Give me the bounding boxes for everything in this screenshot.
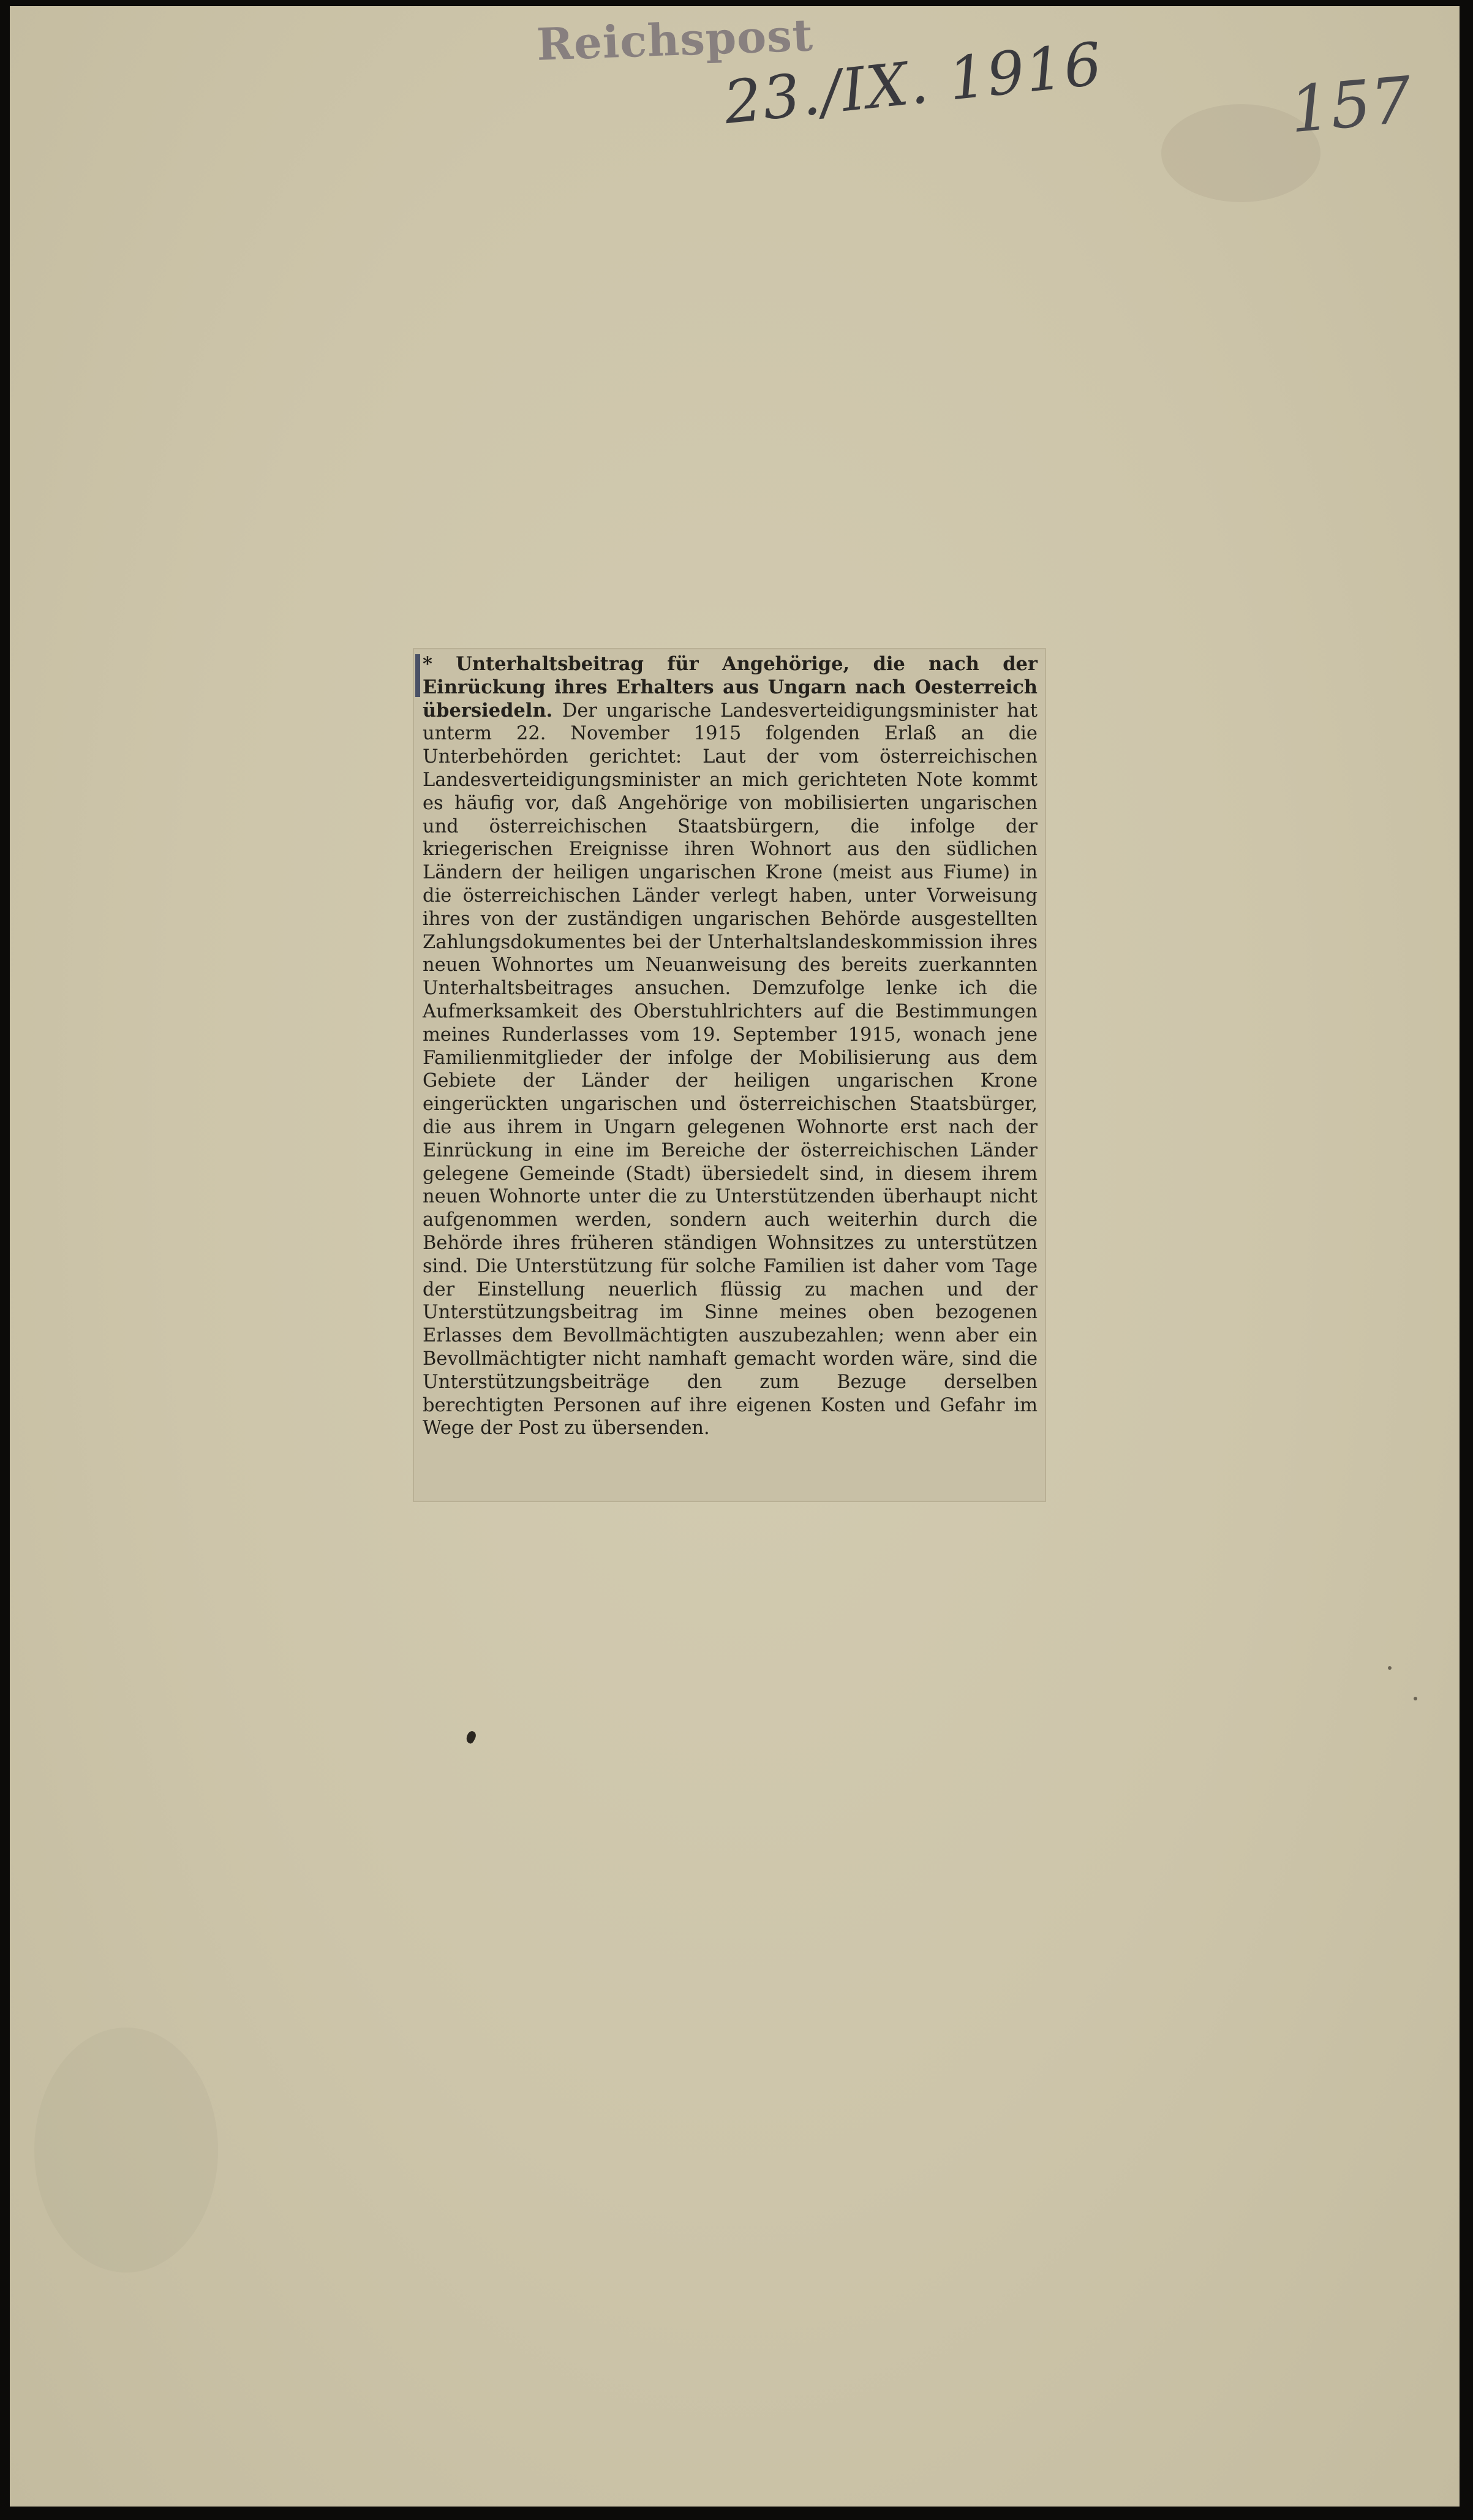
- clipping-body: Der ungarische Landesverteidigungsminister hat unterm 22. November 1915 folgenden Erlaß an die Unterbehörden gerichtet: Laut der vom österreichischen Landesverteidigungsminister an mich gerichteten Note kommt es häufig vor, daß Angehörige von mobilisierten ungarischen und österreichischen Staatsbürgern, die infolge der kriegerischen Ereignisse ihren Wohnort aus den südlichen Ländern der heiligen ungarischen Krone (meist aus Fiume) in die österreichischen Länder verlegt haben, unter Vorweisung ihres von der zuständigen ungarischen Behörde ausgestellten Zahlungsdokumentes bei der Unterhaltslandeskommission ihres neuen Wohnortes um Neuanweisung des bereits zuerkannten Unterhaltsbeitrages ansuchen. Demzufolge lenke ich die Aufmerksamkeit des Oberstuhlrichters auf die Bestimmungen meines Runderlasses vom 19. September 1915, wonach jene Familienmitglieder der infolge der Mobilisierung aus dem Gebiete der Länder der heiligen ungarischen Krone eingerückten ungarischen und österreichischen Staatsbürger, die aus ihrem in Ungarn gelegenen Wohnorte erst nach der Einrückung in eine im Bereiche der österreichischen Länder gelegene Gemeinde (Stadt) übersiedelt sind, in diesem ihrem neuen Wohnorte unter die zu Unterstützenden überhaupt nicht aufgenommen werden, sondern auch weiterhin durch die Behörde ihres früheren ständigen Wohnsitzes zu unterstützen sind. Die Unterstützung für solche Familien ist daher vom Tage der Einstellung neuerlich flüssig zu machen und der Unterstützungsbeitrag im Sinne meines oben bezogenen Erlasses dem Bevollmächtigten auszubezahlen; wenn aber ein Bevollmächtigter nicht namhaft gemacht worden wäre, sind die Unterstützungsbeiträge den zum Bezuge derselben berechtigten Personen auf ihre eigenen Kosten und Gefahr im Wege der Post zu übersenden.: [423, 700, 1038, 1439]
- paper-stain: [34, 2028, 218, 2273]
- ink-smudge: [464, 1730, 478, 1745]
- clipping-edge-mark: [415, 654, 420, 697]
- clipping-text: [423, 653, 1038, 1440]
- folio-number: 157: [1287, 62, 1415, 148]
- clipping-headline: * Unterhaltsbeitrag für Angehörige, die nach der Einrückung ihres Erhalters aus Ungarn nach Oesterreich übersiedeln.: [423, 653, 1038, 722]
- handwritten-date: 23./IX. 1916: [720, 29, 1106, 138]
- newspaper-clipping: [414, 649, 1045, 1501]
- archive-sheet: [10, 6, 1460, 2507]
- edge-mark: [1414, 1697, 1417, 1700]
- newspaper-stamp: Reichspost: [535, 9, 815, 70]
- edge-mark: [1388, 1666, 1392, 1670]
